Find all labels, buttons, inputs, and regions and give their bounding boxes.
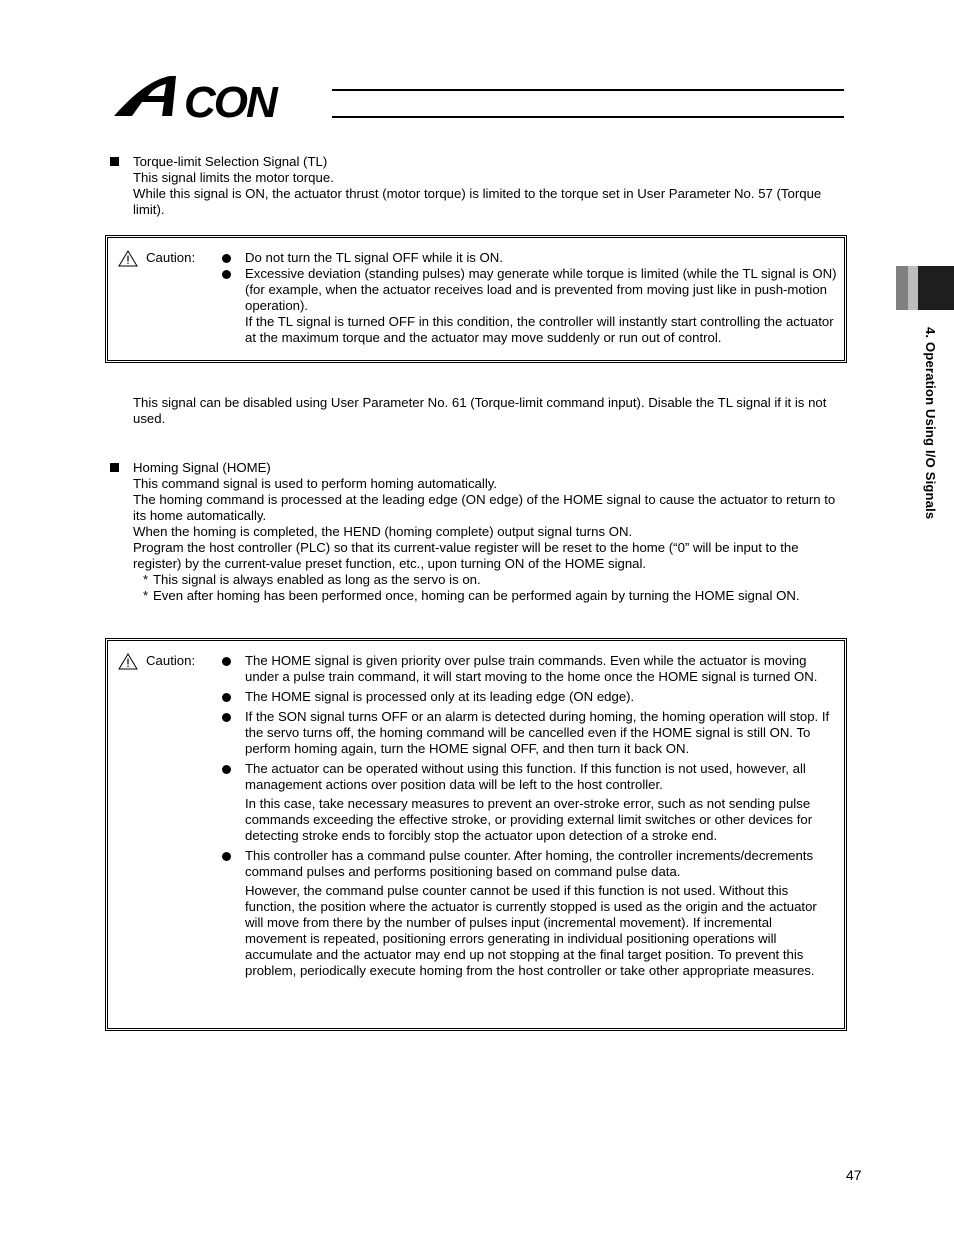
square-bullet-icon — [110, 463, 119, 472]
tl-disable-paragraph: This signal can be disabled using User Parameter No. 61 (Torque-limit command input). Disable the TL signal if it is not used. — [133, 395, 827, 426]
caution-item: Excessive deviation (standing pulses) may generate while torque is limited (while the TL signal is ON) (for example, when the actuator receives load and is prevented from moving just like in push-motion operation). If the TL signal is turned OFF in this condition, the controller will instantly start controlling the actuator at the maximum torque and the actuator may move suddenly or run out of control. — [243, 266, 844, 346]
home-section-heading — [110, 460, 845, 476]
header-rule-top — [332, 89, 844, 91]
caution-list — [243, 653, 832, 979]
caution-item: If the SON signal turns OFF or an alarm is detected during homing, the homing operation will stop. If the servo turns off, the homing command will be cancelled even if the HOME signal is still ON. To perform homing again, turn the HOME signal OFF, and then turn it back ON. — [243, 709, 832, 757]
side-tab-marker-light — [908, 266, 918, 310]
caution-item: The HOME signal is given priority over pulse train commands. Even while the actuator is moving under a pulse train command, it will start moving to the home once the HOME signal is turned ON. — [243, 653, 832, 685]
caution-header — [118, 250, 196, 271]
round-bullet-icon — [222, 270, 231, 279]
caution-item: The actuator can be operated without using this function. If this function is not used, however, all management actions over position data will be left to the host controller. In this case, take necessary measures to prevent an over-stroke error, such as not sending pulse commands exceeding the effective stroke, or providing external limit switches or other devices for detecting stroke ends to forcibly stop the actuator upon detection of a stroke end. — [243, 761, 832, 844]
round-bullet-icon — [222, 657, 231, 666]
home-section — [110, 460, 845, 604]
caution-label: Caution: — [146, 250, 196, 265]
tl-section — [110, 154, 845, 218]
round-bullet-icon — [222, 254, 231, 263]
chapter-side-label: 4. Operation Using I/O Signals — [923, 327, 938, 520]
home-line-1: This command signal is used to perform homing automatically. — [133, 476, 498, 491]
warning-triangle-icon — [118, 250, 138, 267]
caution-label: Caution: — [146, 653, 196, 668]
caution-item: This controller has a command pulse counter. After homing, the controller increments/decrements command pulses and performs positioning based on command pulse data. However, the command pulse counter cannot be used if this function is not used. Without this function, the position where the actuator is currently stopped is used as the origin and the actuator will move from there by the number of pulses input (incremental movement). If incremental movement is repeated, positioning errors generating in individual positioning operations will accumulate and the actuator may end up not stopping at the final target position. To prevent this problem, periodically execute homing from the host controller or take other appropriate measures. — [243, 848, 832, 979]
acon-logo — [112, 72, 342, 122]
caution-box-home — [105, 638, 847, 1031]
side-tab-marker-dark — [918, 266, 954, 310]
caution-list — [243, 250, 844, 346]
round-bullet-icon — [222, 713, 231, 722]
caution-item: Do not turn the TL signal OFF while it is ON. — [243, 250, 844, 266]
warning-triangle-icon — [118, 653, 138, 670]
tl-section-heading — [110, 154, 845, 170]
caution-header — [118, 653, 196, 674]
tl-section-title: Torque-limit Selection Signal (TL) — [133, 154, 328, 169]
home-line-2: The homing command is processed at the leading edge (ON edge) of the HOME signal to cause the actuator to return to its home automatically. — [133, 492, 836, 523]
home-section-title: Homing Signal (HOME) — [133, 460, 271, 475]
home-note-2: * Even after homing has been performed once, homing can be performed again by turning the HOME signal ON. — [143, 588, 800, 603]
page-number: 47 — [846, 1167, 862, 1183]
round-bullet-icon — [222, 852, 231, 861]
home-note-1: * This signal is always enabled as long as the servo is on. — [143, 572, 481, 587]
svg-text:CON: CON — [184, 78, 276, 122]
caution-item: The HOME signal is processed only at its leading edge (ON edge). — [243, 689, 832, 705]
tl-line-2: While this signal is ON, the actuator thrust (motor torque) is limited to the torque set in User Parameter No. 57 (Torque limit). — [133, 186, 822, 217]
home-line-3: When the homing is completed, the HEND (homing complete) output signal turns ON. — [133, 524, 633, 539]
tl-line-1: This signal limits the motor torque. — [133, 170, 334, 185]
caution-box-tl — [105, 235, 847, 363]
round-bullet-icon — [222, 765, 231, 774]
round-bullet-icon — [222, 693, 231, 702]
header-rule-bottom — [332, 116, 844, 118]
square-bullet-icon — [110, 157, 119, 166]
home-line-4: Program the host controller (PLC) so that its current-value register will be reset to the home (“0” will be input to the register) by the current-value preset function, etc., upon turning ON of the HOME signal. — [133, 540, 799, 571]
